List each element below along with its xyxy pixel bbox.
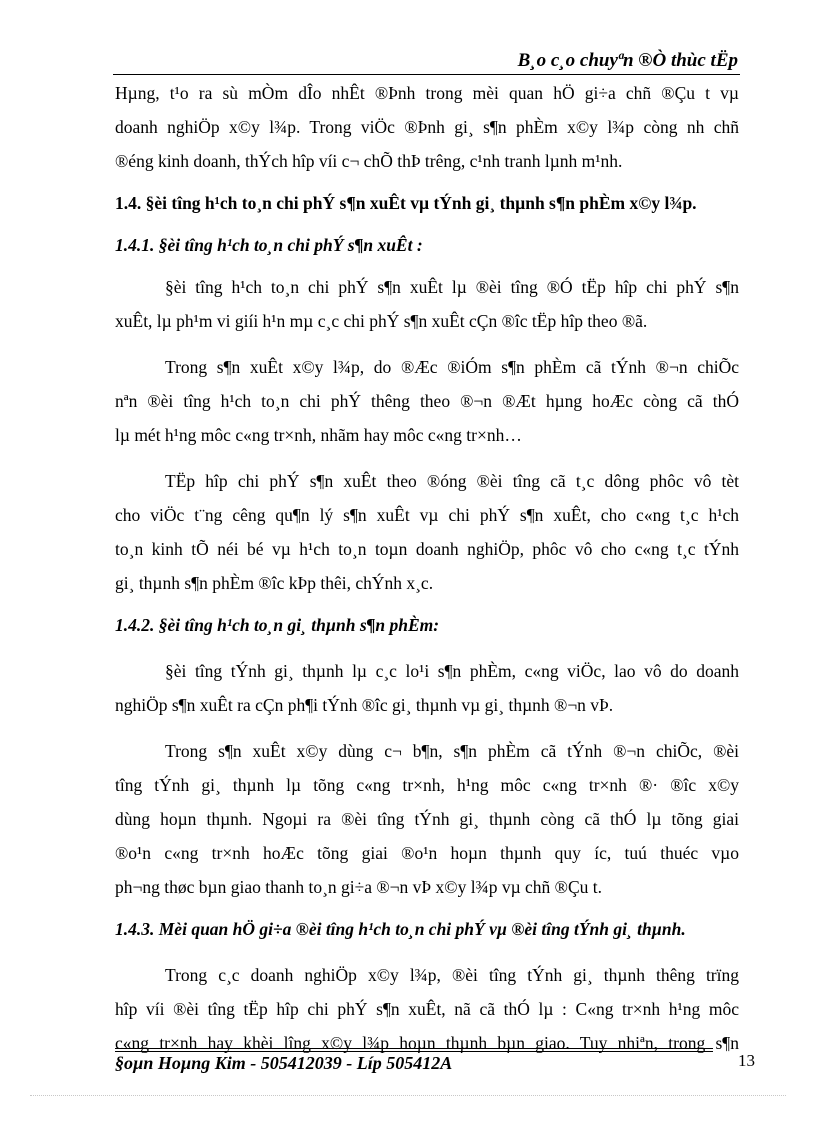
subsection-heading-1-4-2: 1.4.2. §èi tîng h¹ch to¸n gi¸ thµnh s¶n phÈm: bbox=[115, 615, 440, 635]
text-line: doanh nghiÖp x©y l¾p. Trong viÖc ®Þnh gi¸ s¶n phÈm x©y l¾p còng nh chñ bbox=[115, 117, 739, 137]
text-line: Hµng, t¹o ra sù mÒm dÎo nhÊt ®Þnh trong mèi quan hÖ gi÷a chñ ®Çu t vµ bbox=[115, 83, 739, 103]
text-line: TËp hîp chi phÝ s¶n xuÊt theo ®óng ®èi tîng cã t¸c dông phôc vô tèt bbox=[165, 471, 739, 491]
text-line: §èi tîng tÝnh gi¸ thµnh lµ c¸c lo¹i s¶n phÈm, c«ng viÖc, lao vô do doanh bbox=[165, 661, 739, 681]
text-line: ®o¹n c«ng tr×nh hoÆc tõng giai ®o¹n hoµn thµnh quy íc, tuú thuéc vµo bbox=[115, 843, 739, 863]
text-line: §èi tîng h¹ch to¸n chi phÝ s¶n xuÊt lµ ®èi tîng ®Ó tËp hîp chi phÝ s¶n bbox=[165, 277, 739, 297]
text-line: hîp víi ®èi tîng tËp hîp chi phÝ s¶n xuÊt, nã cã thÓ lµ : C«ng tr×nh h¹ng môc bbox=[115, 999, 739, 1019]
page-edge-divider bbox=[30, 1095, 786, 1096]
paragraph-cost-object-construction bbox=[115, 350, 739, 452]
paragraph-costing-object-construction bbox=[115, 734, 739, 904]
header-rule bbox=[113, 74, 740, 75]
footer-author: §oµn Hoµng Kim - 505412039 - Líp 505412A bbox=[115, 1053, 453, 1073]
subsection-heading-1-4-1: 1.4.1. §èi tîng h¹ch to¸n chi phÝ s¶n xuÊt : bbox=[115, 235, 423, 255]
text-line: tîng tÝnh gi¸ thµnh lµ tõng c«ng tr×nh, h¹ng môc c«ng tr×nh ®· ®îc x©y bbox=[115, 775, 739, 795]
text-line: cho viÖc t¨ng cêng qu¶n lý s¶n xuÊt vµ chi phÝ s¶n xuÊt, cho c«ng t¸c h¹ch bbox=[115, 505, 739, 525]
paragraph-cost-aggregation bbox=[115, 464, 739, 600]
text-line: Trong c¸c doanh nghiÖp x©y l¾p, ®èi tîng tÝnh gi¸ thµnh thêng trïng bbox=[165, 965, 739, 985]
text-line: ph¬ng thøc bµn giao thanh to¸n gi÷a ®¬n vÞ x©y l¾p vµ chñ ®Çu t. bbox=[115, 877, 603, 897]
text-line: nghiÖp s¶n xuÊt ra cÇn ph¶i tÝnh ®îc gi¸ thµnh vµ gi¸ thµnh ®¬n vÞ. bbox=[115, 695, 614, 715]
paragraph-costing-object-definition bbox=[115, 654, 739, 722]
page-number: 13 bbox=[738, 1051, 755, 1070]
text-line: Trong s¶n xuÊt x©y l¾p, do ®Æc ®iÓm s¶n phÈm cã tÝnh ®¬n chiÕc bbox=[165, 357, 739, 377]
section-heading-1-4: 1.4. §èi tîng h¹ch to¸n chi phÝ s¶n xuÊt vµ tÝnh gi¸ thµnh s¶n phÈm x©y l¾p. bbox=[115, 193, 697, 213]
footer-rule bbox=[115, 1051, 713, 1052]
subsection-heading-1-4-3: 1.4.3. Mèi quan hÖ gi÷a ®èi tîng h¹ch to¸n chi phÝ vµ ®èi tîng tÝnh gi¸ thµnh. bbox=[115, 919, 686, 939]
paragraph-cost-object-definition bbox=[115, 270, 739, 338]
text-line: ®éng kinh doanh, thÝch hîp víi c¬ chÕ thÞ trêng, c¹nh tranh lµnh m¹nh. bbox=[115, 151, 623, 171]
text-line: gi¸ thµnh s¶n phÈm ®îc kÞp thêi, chÝnh x¸c. bbox=[115, 573, 434, 593]
text-line: xuÊt, lµ ph¹m vi giíi h¹n mµ c¸c chi phÝ s¶n xuÊt cÇn ®îc tËp hîp theo ®ã. bbox=[115, 311, 648, 331]
page-body bbox=[115, 76, 739, 1060]
text-line: c«ng tr×nh hay khèi lîng x©y l¾p hoµn thµnh bµn giao. Tuy nhiªn, trong s¶n bbox=[115, 1033, 739, 1053]
paragraph-relationship bbox=[115, 958, 739, 1060]
text-line: lµ mét h¹ng môc c«ng tr×nh, nhãm hay môc c«ng tr×nh… bbox=[115, 425, 522, 445]
running-header: B¸o c¸o chuyªn ®Ò thùc tËp bbox=[517, 50, 738, 71]
text-line: dùng hoµn thµnh. Ngoµi ra ®èi tîng tÝnh gi¸ thµnh còng cã thÓ lµ tõng giai bbox=[115, 809, 739, 829]
text-line: nªn ®èi tîng h¹ch to¸n chi phÝ thêng theo ®¬n ®Æt hµng hoÆc còng cã thÓ bbox=[115, 391, 739, 411]
footer-rule bbox=[115, 1048, 713, 1049]
paragraph-continuation bbox=[115, 76, 739, 178]
text-line: to¸n kinh tÕ néi bé vµ h¹ch to¸n toµn doanh nghiÖp, phôc vô cho c«ng t¸c tÝnh bbox=[115, 539, 739, 559]
text-line: Trong s¶n xuÊt x©y dùng c¬ b¶n, s¶n phÈm cã tÝnh ®¬n chiÕc, ®èi bbox=[165, 741, 739, 761]
